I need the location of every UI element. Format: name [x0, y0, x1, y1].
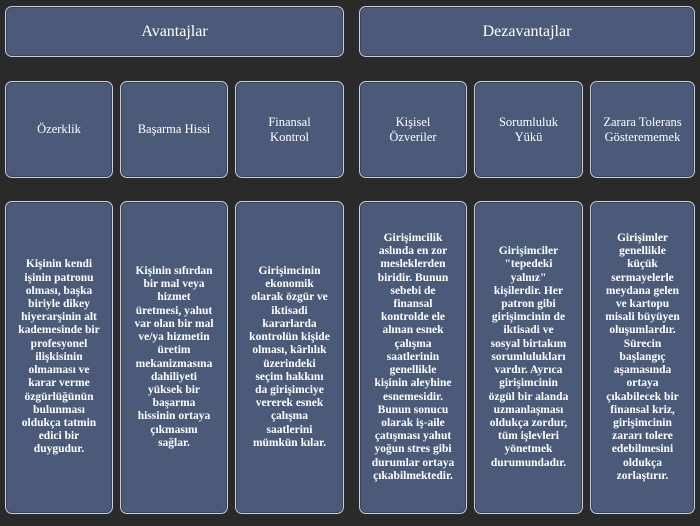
desc-ozerklik-text: Kişinin kendi işinin patronu olması, başka biriyle dikey hiyerarşinin alt kademesinde bir profesyonel ilişkisinin olmaması ve karar verme özgürlüğünün bulunması oldukça tatmin edici bir duygudur.	[18, 258, 100, 456]
desc-kisisel-ozveriler	[359, 201, 467, 514]
title-kisisel-ozveriler-label: Kişisel Özveriler	[389, 115, 437, 144]
title-zarara-tolerans-label: Zarara Tolerans Gösterememek	[603, 115, 682, 144]
desc-sorumluluk-yuku	[474, 201, 583, 514]
desc-finansal-kontrol-text: Girişimcinin ekonomik olarak özgür ve iktisadi kararlarda kontrolün kişide olması, kârlılık üzerindeki seçim hakkını da girişimciye vererek esnek çalışma saatlerini mümkün kılar.	[249, 264, 330, 449]
title-sorumluluk-yuku	[474, 81, 583, 178]
title-finansal-kontrol	[235, 81, 344, 178]
desc-zarara-tolerans-text: Girişimler genellikle küçük sermayelerle meydana gelen ve kartopu misali büyüyen oluşumlardır. Sürecin başlangıç aşamasında ortaya çıkabilecek bir finansal kriz, girişimcinin zararı tolere edebilmesini oldukça zorlaştırır.	[605, 231, 680, 482]
disadvantages-header	[359, 6, 695, 57]
title-kisisel-ozveriler	[359, 81, 467, 178]
title-basarma-hissi	[120, 81, 228, 178]
advantages-header-label: Avantajlar	[141, 22, 208, 40]
desc-sorumluluk-yuku-text: Girişimciler "tepedeki yalnız" kişilerdir. Her patron gibi girişimcinin de iktisadi ve sosyal birtakım sorumlulukları vardır. Ayrıca girişimcinin özgül bir alanda uzmanlaşması oldukça zordur, tüm işlevleri yönetmek durumundadır.	[488, 245, 569, 469]
title-finansal-kontrol-label: Finansal Kontrol	[268, 115, 311, 144]
title-zarara-tolerans	[590, 81, 695, 178]
desc-ozerklik	[5, 201, 113, 514]
title-ozerklik-label: Özerklik	[37, 122, 81, 137]
desc-zarara-tolerans	[590, 201, 695, 514]
disadvantages-header-label: Dezavantajlar	[482, 22, 572, 40]
desc-basarma-hissi	[120, 201, 228, 514]
advantages-header	[5, 6, 344, 57]
desc-finansal-kontrol	[235, 201, 344, 514]
title-basarma-hissi-label: Başarma Hissi	[137, 122, 211, 137]
desc-basarma-hissi-text: Kişinin sıfırdan bir mal veya hizmet üretmesi, yahut var olan bir mal ve/ya hizmetin üretim mekanizmasına dahiliyeti yüksek bir başarma hissinin ortaya çıkmasını sağlar.	[134, 264, 214, 449]
title-ozerklik	[5, 81, 113, 178]
desc-kisisel-ozveriler-text: Girişimcilik aslında en zor mesleklerden biridir. Bunun sebebi de finansal kontrolde ele alınan esnek çalışma saatlerinin genellikle kişinin aleyhine esnemesidir. Bunun sonucu olarak iş-aile çatışması yahut yoğun stres gibi durumlar ortaya çıkabilmektedir.	[371, 231, 455, 482]
title-sorumluluk-yuku-label: Sorumluluk Yükü	[498, 115, 559, 144]
